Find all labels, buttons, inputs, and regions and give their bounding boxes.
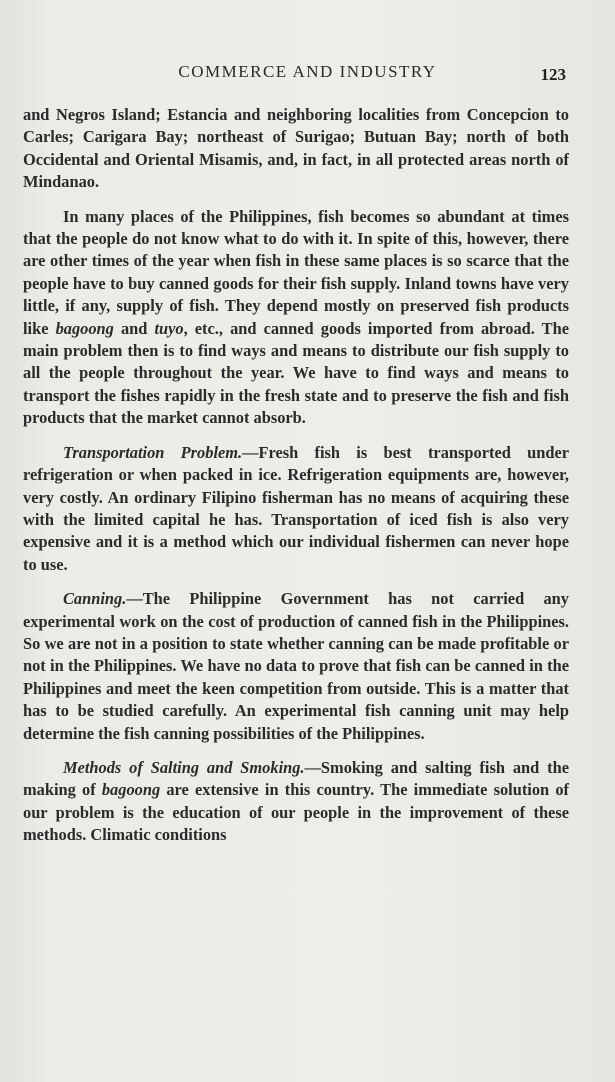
paragraph-text: —Smoking and salting fish and the making of — [23, 757, 569, 800]
paragraph-text: —Fresh fish is best transported under refrigeration or when packed in ice. Refrigeration equipments are, however, very costly. An ordinary Filipino fisherman has no means of acquiring these with the limited capital he has. Transportation of iced fish is also very expensive and it is a method which our individual fishermen can never hope to use. — [23, 442, 569, 574]
italic-term: bagoong — [55, 318, 114, 338]
italic-term: bagoong — [101, 780, 161, 800]
page-number: 123 — [540, 65, 566, 84]
section-heading: Canning. — [63, 589, 127, 609]
running-title: COMMERCE AND INDUSTRY — [178, 62, 437, 81]
paragraph-fish-supply — [23, 206, 569, 430]
paragraph-text: —The Philippine Government has not carried any experimental work on the cost of production of canned fish in the Philippines. So we are not in a position to state whether canning can be made profitable or not in the Philippines. We have no data to prove that fish can be canned in the Philippines and meet the keen competition from outside. This is a matter that has to be studied carefully. An experimental fish canning unit may help determine the fish canning possibilities of the Philippines. — [23, 589, 569, 743]
paragraph-canning — [23, 588, 569, 745]
paragraph-transportation — [23, 442, 569, 576]
section-heading: Transportation Problem. — [63, 442, 243, 462]
paragraph-text: In many places of the Philippines, fish becomes so abundant at times that the people do not know what to do with it. In spite of this, however, there are other times of the year when fish in these same places is so scarce that the people have to buy canned goods for their fish supply. Inland towns have very little, if any, supply of fish. They depend mostly on preserved fish products like — [23, 206, 569, 338]
running-head — [0, 62, 615, 90]
paragraph-text: , etc., and canned goods imported from abroad. The main problem then is to find ways and means to distribute our fish supply to all the people throughout the year. We have to find ways and means to transport the fishes rapidly in the fresh state and to preserve the fish and fish products that the market cannot absorb. — [23, 318, 569, 428]
body-text — [23, 104, 569, 859]
paragraph-salting-smoking — [23, 757, 569, 847]
paragraph-continuation — [23, 104, 569, 194]
paragraph-text: and — [113, 318, 155, 338]
italic-term: tuyo — [154, 318, 184, 338]
paragraph-text: are extensive in this country. The immediate solution of our problem is the education of our people in the improvement of these methods. Climatic conditions — [23, 780, 569, 845]
section-heading: Methods of Salting and Smoking. — [63, 757, 305, 777]
paragraph-text: and Negros Island; Estancia and neighboring localities from Concepcion to Carles; Carigara Bay; northeast of Surigao; Butuan Bay; north of both Occidental and Oriental Misamis, and, in fact, in all protected areas north of Mindanao. — [23, 105, 569, 192]
